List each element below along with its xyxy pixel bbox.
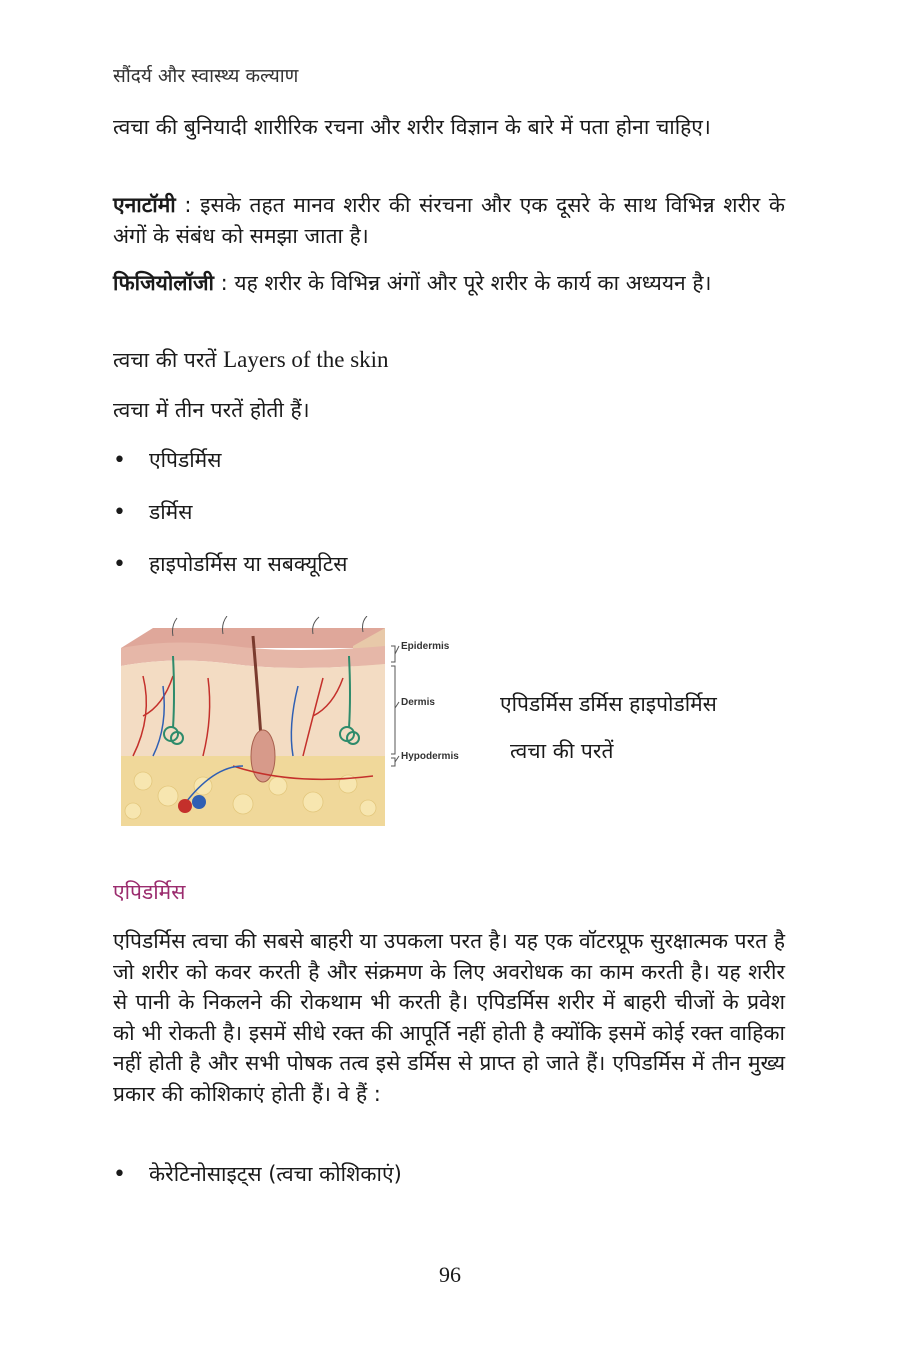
anatomy-definition: : इसके तहत मानव शरीर की संरचना और एक दूसरे के साथ विभिन्न शरीर के अंगों के संबंध को समझा जाता है। — [113, 193, 785, 248]
artery-cut — [178, 799, 192, 813]
bullet-icon: • — [113, 500, 126, 525]
running-header: सौंदर्य और स्वास्थ्य कल्याण — [113, 65, 299, 87]
skin-layers-illustration — [113, 616, 485, 836]
page-number: 96 — [439, 1262, 461, 1287]
layer-brackets — [391, 646, 399, 766]
anatomy-term: एनाटॉमी — [113, 193, 176, 217]
hypodermis-label: Hypodermis — [401, 751, 459, 762]
dermis-label: Dermis — [401, 697, 435, 708]
layers-intro: त्वचा में तीन परतें होती हैं। — [113, 398, 310, 422]
epidermis-label: Epidermis — [401, 641, 450, 652]
anatomy-paragraph — [113, 190, 785, 252]
intro-paragraph: त्वचा की बुनियादी शारीरिक रचना और शरीर विज्ञान के बारे में पता होना चाहिए। — [113, 115, 711, 139]
layers-heading-english: Layers of the skin — [223, 347, 389, 372]
layer-list-item: • एपिडर्मिस — [113, 448, 222, 473]
epidermis-section-title: एपिडर्मिस — [113, 880, 186, 904]
epidermis-list-item: • केरेटिनोसाइट्स (त्वचा कोशिकाएं) — [113, 1162, 402, 1187]
layer-list-item: • डर्मिस — [113, 500, 193, 525]
layer-list-item: • हाइपोडर्मिस या सबक्यूटिस — [113, 552, 348, 577]
figure-caption-title: त्वचा की परतें — [510, 739, 614, 763]
physiology-definition: : यह शरीर के विभिन्न अंगों और पूरे शरीर के कार्य का अध्ययन है। — [213, 271, 712, 295]
epidermis-paragraph: एपिडर्मिस त्वचा की सबसे बाहरी या उपकला परत है। यह एक वॉटरप्रूफ सुरक्षात्मक परत है जो शरीर को कवर करती है और संक्रमण के लिए अवरोधक का काम करती है। यह शरीर से पानी के निकलने की रोकथाम भी करती है। एपिडर्मिस शरीर में बाहरी चीजों के प्रवेश को भी रोकती है। इसमें सीधे रक्त की आपूर्ति नहीं होती है क्योंकि इसमें कोई रक्त वाहिका नहीं होती है और सभी पोषक तत्व इसे डर्मिस से प्राप्त हो जाते हैं। एपिडर्मिस में तीन मुख्य प्रकार की कोशिकाएं होती हैं। वे हैं : — [113, 929, 785, 1106]
layers-heading — [113, 346, 389, 374]
bullet-icon: • — [113, 552, 126, 577]
vein-cut — [192, 795, 206, 809]
layers-heading-hindi: त्वचा की परतें — [113, 348, 224, 372]
physiology-paragraph — [113, 268, 785, 299]
figure-caption-layers: एपिडर्मिस डर्मिस हाइपोडर्मिस — [500, 692, 717, 716]
physiology-term: फिजियोलॉजी — [113, 271, 214, 295]
bullet-icon: • — [113, 1162, 126, 1187]
skin-cross-section-diagram — [113, 616, 485, 836]
bullet-icon: • — [113, 448, 126, 473]
